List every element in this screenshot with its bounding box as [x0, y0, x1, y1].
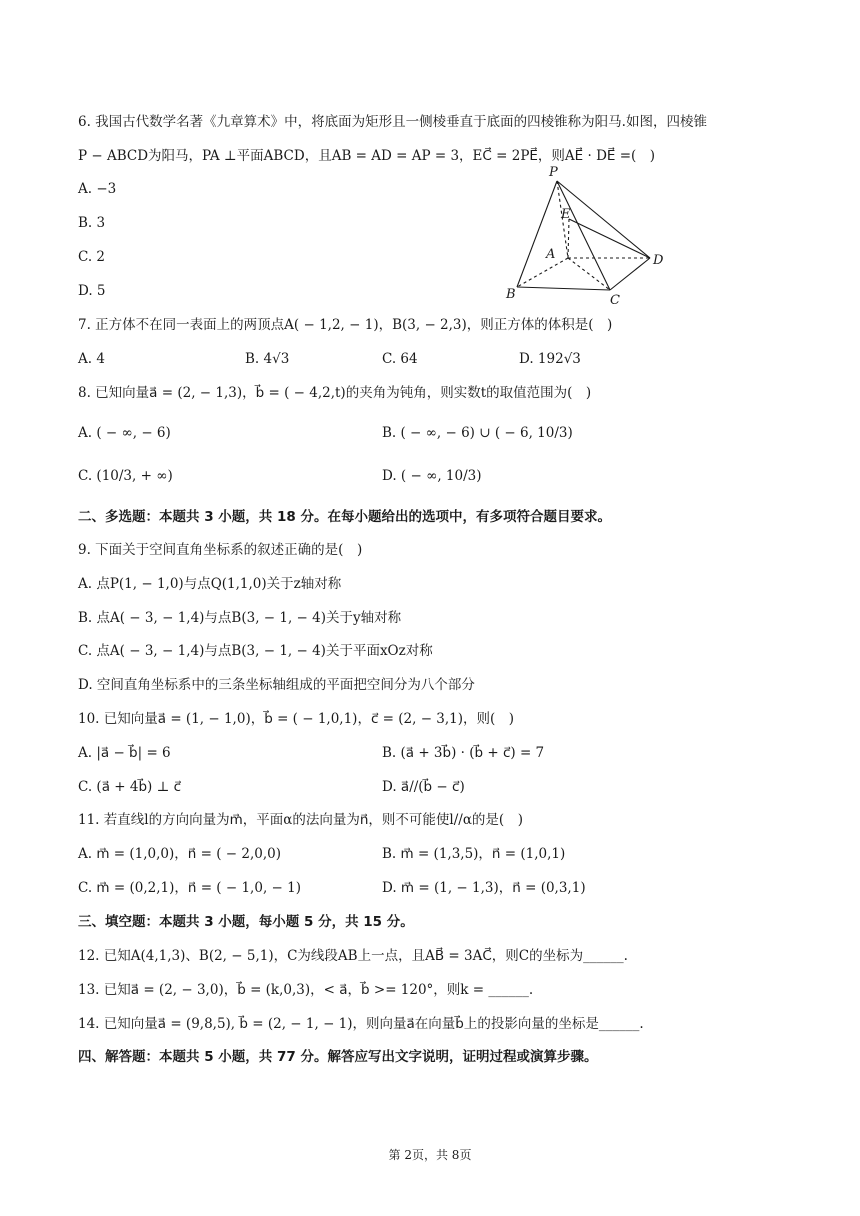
q11-option-c: C. m⃗ = (0,2,1)，n⃗ = ( − 1,0, − 1) [78, 880, 301, 896]
q12-stem: 12. 已知A(4,1,3)、B(2, − 5,1)，C为线段AB上一点，且AB⃗ = 3AC⃗，则C的坐标为______. [78, 948, 628, 964]
q7-option-a: A. 4 [78, 351, 105, 367]
label-c: C [610, 293, 620, 308]
q8-stem: 8. 已知向量a⃗ = (2, − 1,3)，b⃗ = ( − 4,2,t)的夹角为钝角，则实数t的取值范围为( ) [78, 385, 592, 401]
q13-stem: 13. 已知a⃗ = (2, − 3,0)，b⃗ = (k,0,3)，< a⃗，b⃗ >= 120°，则k = ______. [78, 982, 534, 998]
q7-option-c: C. 64 [382, 351, 418, 367]
q10-option-d: D. a⃗//(b⃗ − c⃗) [382, 779, 465, 795]
q10-option-a: A. |a⃗ − b⃗| = 6 [78, 745, 171, 761]
label-a: A [546, 247, 556, 262]
q11-option-b: B. m⃗ = (1,3,5)，n⃗ = (1,0,1) [382, 846, 566, 862]
q8-option-b: B. ( − ∞, − 6) ∪ ( − 6, 10/3) [382, 425, 573, 441]
q9-option-b: B. 点A( − 3, − 1,4)与点B(3, − 1, − 4)关于y轴对称 [78, 610, 402, 626]
label-d: D [653, 253, 664, 268]
q6-stem-line2: P − ABCD为阳马，PA ⊥平面ABCD，且AB = AD = AP = 3，EC⃗ = 2PE⃗，则AE⃗ · DE⃗ =( ) [78, 148, 656, 164]
q7-option-b: B. 4√3 [245, 351, 290, 367]
q6-option-c: C. 2 [78, 249, 106, 265]
q7-stem: 7. 正方体不在同一表面上的两顶点A( − 1,2, − 1)，B(3, − 2,3)，则正方体的体积是( ) [78, 317, 613, 333]
q11-stem: 11. 若直线l的方向向量为m⃗，平面α的法向量为n⃗，则不可能使l//α的是( ) [78, 812, 523, 828]
label-p: P [549, 165, 558, 180]
q10-option-c: C. (a⃗ + 4b⃗) ⊥ c⃗ [78, 779, 181, 795]
section-solve-header: 四、解答题：本题共 5 小题，共 77 分。解答应写出文字说明，证明过程或演算步骤。 [78, 1049, 598, 1065]
q9-option-d: D. 空间直角坐标系中的三条坐标轴组成的平面把空间分为八个部分 [78, 677, 475, 693]
edge-ac [568, 258, 610, 290]
pyramid-figure [500, 162, 676, 312]
q6-option-d: D. 5 [78, 283, 106, 299]
q7-option-d: D. 192√3 [519, 351, 581, 367]
q10-stem: 10. 已知向量a⃗ = (1, − 1,0)，b⃗ = ( − 1,0,1)，c⃗ = (2, − 3,1)，则( ) [78, 711, 515, 727]
q8-option-c: C. (10/3, + ∞) [78, 468, 173, 484]
q9-stem: 9. 下面关于空间直角坐标系的叙述正确的是( ) [78, 542, 363, 558]
q14-stem: 14. 已知向量a⃗ = (9,8,5), b⃗ = (2, − 1, − 1)，则向量a⃗在向量b⃗上的投影向量的坐标是______. [78, 1016, 644, 1032]
label-b: B [506, 287, 516, 302]
section-multiple-choice-header: 二、多选题：本题共 3 小题，共 18 分。在每小题给出的选项中，有多项符合题目要求。 [78, 509, 611, 525]
q8-option-a: A. ( − ∞, − 6) [78, 425, 171, 441]
edge-pb [517, 181, 557, 287]
edge-cd [610, 258, 650, 290]
section-fill-in-header: 三、填空题：本题共 3 小题，每小题 5 分，共 15 分。 [78, 914, 414, 930]
edge-bc [517, 287, 610, 290]
q11-option-a: A. m⃗ = (1,0,0)，n⃗ = ( − 2,0,0) [78, 846, 281, 862]
q6-option-b: B. 3 [78, 215, 106, 231]
label-e: E [561, 207, 571, 222]
page-footer: 第 2页，共 8页 [388, 1148, 472, 1162]
edge-ae [568, 219, 569, 258]
q10-option-b: B. (a⃗ + 3b⃗) · (b⃗ + c⃗) = 7 [382, 745, 545, 761]
q9-option-c: C. 点A( − 3, − 1,4)与点B(3, − 1, − 4)关于平面xOz对称 [78, 643, 433, 659]
q6-stem-line1: 6. 我国古代数学名著《九章算术》中，将底面为矩形且一侧棱垂直于底面的四棱锥称为阳马.如图，四棱锥 [78, 114, 707, 130]
q6-option-a: A. −3 [78, 181, 117, 197]
q11-option-d: D. m⃗ = (1, − 1,3)，n⃗ = (0,3,1) [382, 880, 586, 896]
q9-option-a: A. 点P(1, − 1,0)与点Q(1,1,0)关于z轴对称 [78, 576, 342, 592]
edge-ab [517, 258, 568, 287]
q8-option-d: D. ( − ∞, 10/3) [382, 468, 482, 484]
